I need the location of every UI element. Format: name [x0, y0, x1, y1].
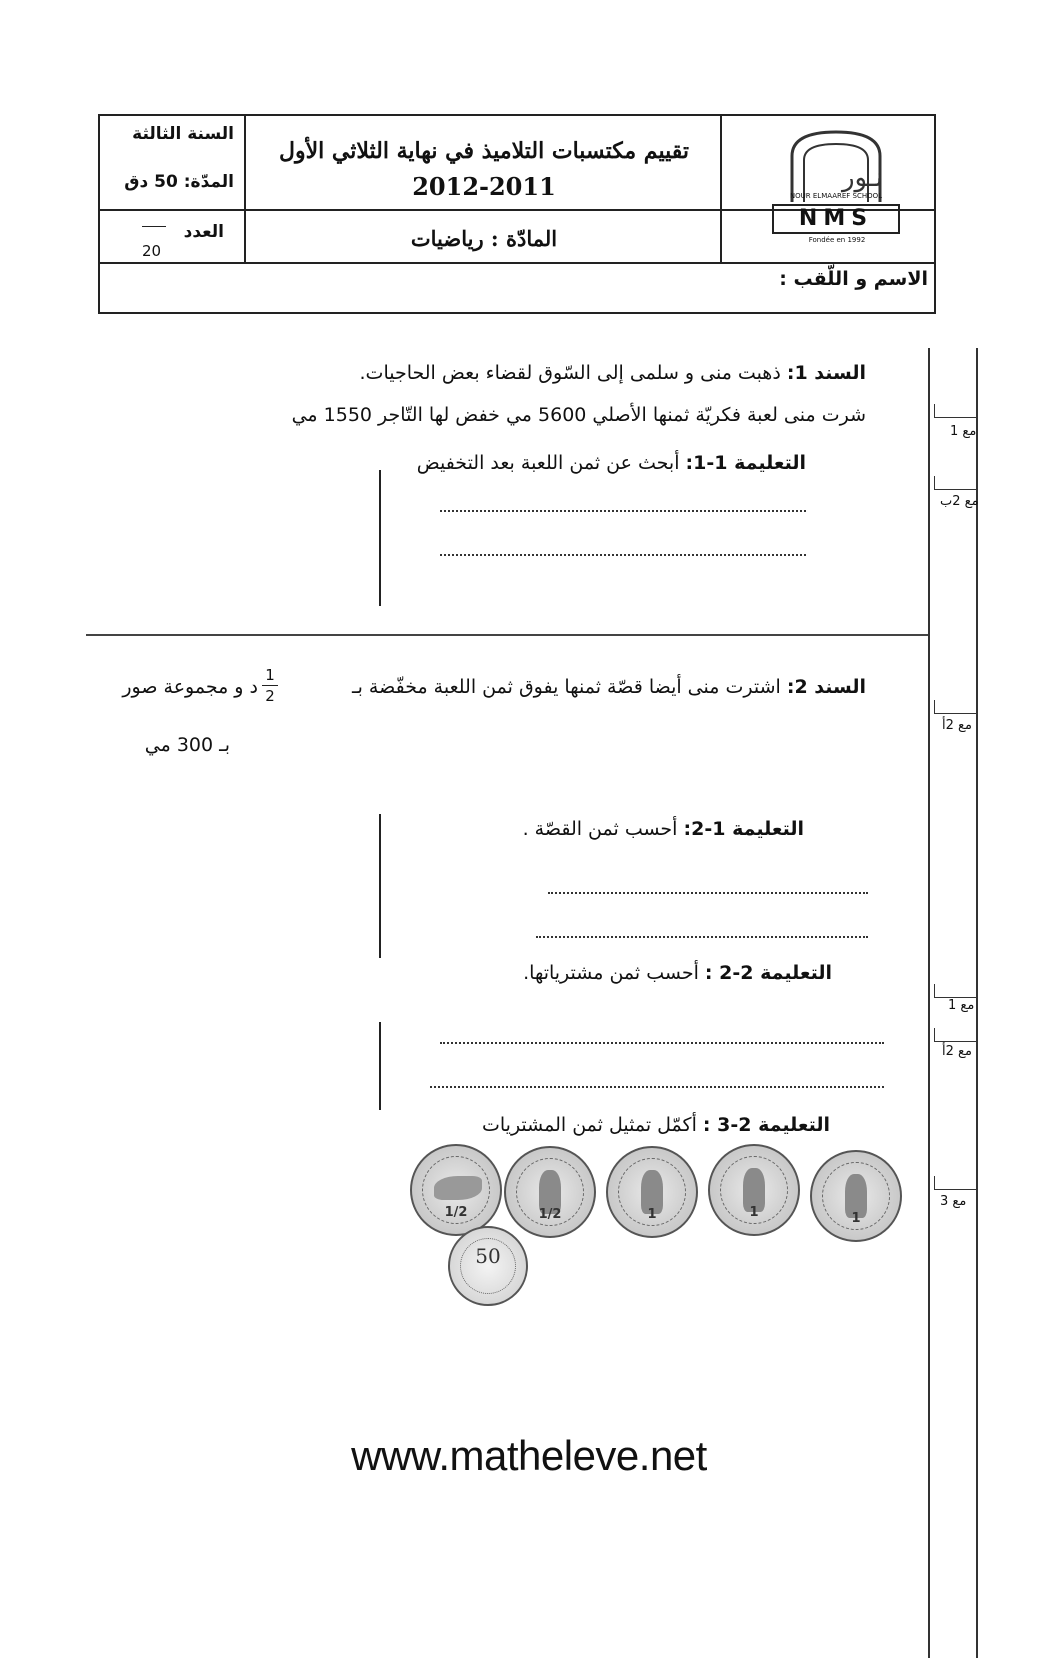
section2-title: السند 2:	[786, 676, 866, 698]
section2-line1	[352, 676, 866, 698]
section-divider	[86, 634, 928, 636]
answer-line[interactable]	[440, 554, 806, 556]
level: السنة الثالثة	[132, 124, 234, 144]
section1-line2: شرت منى لعبة فكريّة ثمنها الأصلي 5600 مي خفض لها التّاجر 1550 مي	[291, 404, 866, 426]
exam-title: تقييم مكتسبات التلاميذ في نهاية الثلاثي الأول	[279, 138, 689, 164]
grade-mark: مع 2أ	[942, 1044, 972, 1059]
fraction-line	[142, 226, 166, 227]
subject: المادّة : رياضيات	[410, 226, 558, 251]
task-1-1-label: التعليمة 1-1:	[685, 452, 806, 474]
coin-value: 1	[749, 1205, 759, 1220]
section1-text: ذهبت منى و سلمى إلى السّوق لقضاء بعض الحاجيات.	[359, 362, 781, 384]
grade-box	[934, 404, 978, 418]
task-2-3-text: أكمّل تمثيل ثمن المشتريات	[481, 1114, 697, 1136]
answer-bracket	[379, 470, 381, 606]
fraction-numerator: 1	[265, 666, 275, 684]
task-1-1	[417, 452, 806, 474]
task-2-1-text: أحسب ثمن القصّة .	[522, 818, 678, 840]
task-2-2-label: التعليمة 2-2 :	[704, 962, 832, 984]
task-2-3-label: التعليمة 2-3 :	[702, 1114, 830, 1136]
answer-line[interactable]	[440, 510, 806, 512]
task-2-2-text: أحسب ثمن مشترياتها.	[523, 962, 699, 984]
header-divider	[244, 114, 246, 264]
coin-1-dinar	[606, 1146, 698, 1238]
section2-text-a: اشترت منى أيضا قصّة ثمنها يفوق ثمن اللعبة مخفّضة بـ	[352, 676, 781, 698]
grade-box	[934, 1176, 978, 1190]
coin-value: 1	[851, 1211, 861, 1226]
task-2-1	[523, 818, 804, 840]
header-divider	[720, 114, 722, 264]
logo-school-name: NOUR ELMAAREF SCHOOL	[789, 192, 883, 200]
answer-line[interactable]	[430, 1086, 884, 1088]
coin-value: 50	[475, 1244, 501, 1268]
school-year: 2012-2011	[412, 172, 556, 201]
answer-bracket	[379, 814, 381, 958]
coin-emblem	[434, 1176, 482, 1200]
answer-line[interactable]	[548, 892, 868, 894]
section1-line1	[360, 362, 866, 384]
fraction-denominator: 2	[265, 687, 275, 705]
section2-line2: بـ 300 مي	[144, 734, 230, 756]
answer-line[interactable]	[536, 936, 868, 938]
score-denominator: 20	[142, 242, 162, 260]
fraction-bar	[262, 685, 278, 686]
section2-text-b: د و مجموعة صور	[122, 676, 258, 698]
coin-half-dinar	[410, 1144, 502, 1236]
header-divider	[98, 262, 936, 264]
website-footer: www.matheleve.net	[351, 1432, 707, 1479]
answer-bracket	[379, 1022, 381, 1110]
grade-box	[934, 1028, 978, 1042]
coin-value: 1	[647, 1207, 657, 1222]
task-2-1-label: التعليمة 1-2:	[683, 818, 804, 840]
duration: المدّة: 50 دق	[124, 172, 234, 192]
school-logo	[772, 126, 900, 252]
grade-mark: مع 3	[940, 1194, 967, 1209]
coin-50-millimes	[448, 1226, 528, 1306]
coin-1-dinar	[504, 1146, 596, 1238]
grade-mark: مع 2ب	[940, 494, 979, 509]
score-label: العدد	[183, 222, 224, 242]
coin-1-dinar	[810, 1150, 902, 1242]
svg-text:نـور: نـور	[842, 163, 883, 193]
fraction	[262, 666, 278, 705]
answer-line[interactable]	[440, 1042, 884, 1044]
task-2-3	[482, 1114, 830, 1136]
grade-mark: مع 2أ	[942, 718, 972, 733]
grade-box	[934, 476, 978, 490]
task-2-2	[523, 962, 832, 984]
coin-value: 1/2	[444, 1205, 468, 1220]
logo-text: NMS	[772, 204, 900, 234]
section1-title: السند 1:	[786, 362, 866, 384]
grade-mark: مع 1	[948, 998, 975, 1013]
grade-box	[934, 984, 978, 998]
coin-value: 1/2	[538, 1207, 562, 1222]
logo-founded: Fondée en 1992	[808, 236, 866, 244]
grade-box	[934, 700, 978, 714]
grade-mark: مع 1	[950, 424, 977, 439]
task-1-1-text: أبحث عن ثمن اللعبة بعد التخفيض	[416, 452, 680, 474]
name-field-label: الاسم و اللّقب :	[779, 268, 928, 290]
coin-1-dinar	[708, 1144, 800, 1236]
